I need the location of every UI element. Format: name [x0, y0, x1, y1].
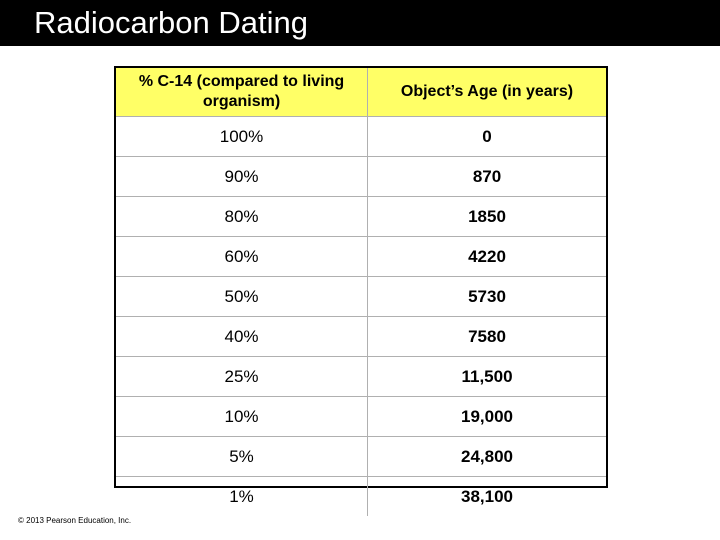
cell-percent: 1%: [116, 477, 368, 517]
title-bar: [0, 0, 720, 46]
header-percent: % C-14 (compared to living organism): [116, 68, 368, 117]
cell-age: 0: [368, 117, 607, 157]
cell-age: 870: [368, 157, 607, 197]
table-row: [116, 357, 606, 397]
cell-percent: 80%: [116, 197, 368, 237]
table-row: [116, 477, 606, 517]
cell-percent: 40%: [116, 317, 368, 357]
table-row: [116, 157, 606, 197]
table-row: [116, 277, 606, 317]
cell-age: 7580: [368, 317, 607, 357]
table-row: [116, 117, 606, 157]
cell-percent: 90%: [116, 157, 368, 197]
cell-percent: 60%: [116, 237, 368, 277]
radiocarbon-table: [114, 66, 608, 506]
header-row: [116, 68, 606, 117]
cell-age: 5730: [368, 277, 607, 317]
cell-age: 11,500: [368, 357, 607, 397]
cell-age: 4220: [368, 237, 607, 277]
cell-percent: 10%: [116, 397, 368, 437]
cell-percent: 5%: [116, 437, 368, 477]
cell-age: 19,000: [368, 397, 607, 437]
cell-age: 38,100: [368, 477, 607, 517]
cell-age: 24,800: [368, 437, 607, 477]
slide-title: Radiocarbon Dating: [34, 5, 309, 40]
cell-percent: 100%: [116, 117, 368, 157]
table-row: [116, 397, 606, 437]
table-row: [116, 197, 606, 237]
copyright-notice: © 2013 Pearson Education, Inc.: [18, 516, 132, 525]
table-row: [116, 237, 606, 277]
data-table: [116, 68, 606, 516]
cell-age: 1850: [368, 197, 607, 237]
cell-percent: 50%: [116, 277, 368, 317]
header-age: Object’s Age (in years): [368, 68, 607, 117]
table-row: [116, 317, 606, 357]
table-row: [116, 437, 606, 477]
cell-percent: 25%: [116, 357, 368, 397]
